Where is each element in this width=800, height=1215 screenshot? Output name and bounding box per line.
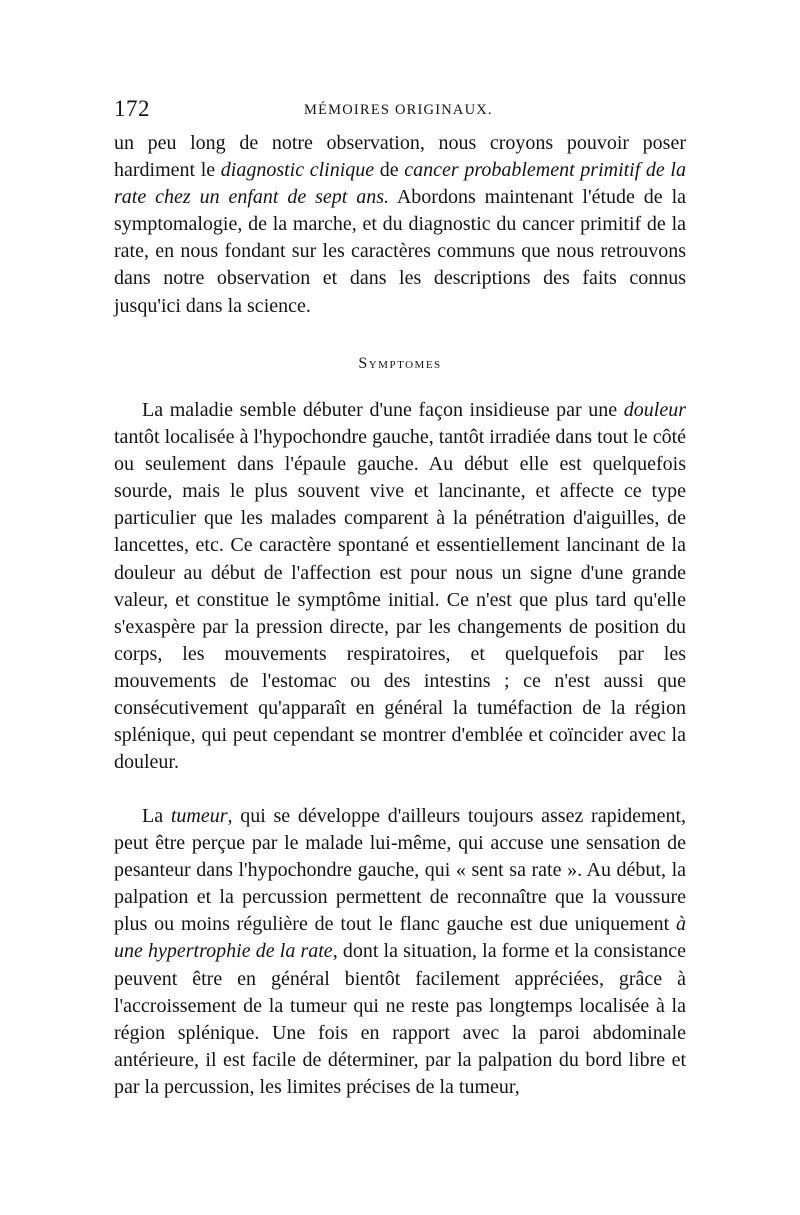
paragraph-tumeur-text-3: , dont la situation, la forme et la consistance peuvent être en général bientôt facilement appréciées, grâce à l'accroissement de la tumeur qui ne reste pas longtemps localisée à la région splénique. Une fois en rapport avec la paroi abdominale antérieure, il est facile de déterminer, par la palpation du bord libre et par la percussion, les limites précises de la tumeur,: [114, 940, 686, 1098]
running-title: MÉMOIRES ORIGINAUX.: [304, 102, 493, 118]
page-number: 172: [114, 96, 150, 121]
paragraph-intro: [114, 130, 686, 320]
paragraph-intro-italic-1: diagnostic clinique: [220, 159, 375, 182]
paragraph-tumeur: [114, 803, 686, 1101]
paragraph-intro-text-3: Abordons maintenant l'étude de la symptomalogie, de la marche, et du diagnostic du cancer primitif de la rate, en nous fondant sur les caractères communs que nous retrouvons dans notre observation et dans les descriptions des faits connus jusqu'ici dans la science.: [114, 186, 687, 317]
paragraph-intro-italic-2: cancer probablement primitif de la rate chez un enfant de sept ans.: [114, 159, 686, 209]
paragraph-tumeur-text-1: La: [142, 805, 171, 827]
paragraph-douleur-text-1: La maladie semble débuter d'une façon insidieuse par une: [142, 399, 624, 421]
paragraph-tumeur-text-2: , qui se développe d'ailleurs toujours assez rapidement, peut être perçue par le malade lui-même, qui accuse une sensation de pesanteur dans l'hypochondre gauche, qui « sent sa rate ». Au début, la palpation et la percussion permettent de reconnaître que la voussure plus ou moins régulière de tout le flanc gauche est due uniquement: [114, 805, 687, 936]
paragraph-tumeur-italic-2: à une hypertrophie de la rate: [114, 913, 686, 963]
paragraph-douleur-text-2: tantôt localisée à l'hypochondre gauche, tantôt irradiée dans tout le côté ou seulement dans l'épaule gauche. Au début elle est quelquefois sourde, mais le plus souvent vive et lancinante, et affecte ce type particulier que les malades comparent à la pénétration d'aiguilles, de lancettes, etc. Ce caractère spontané et essentiellement lancinant de la douleur au début de l'affection est pour nous un signe d'une grande valeur, et constitue le symptôme initial. Ce n'est que plus tard qu'elle s'exaspère par la pression directe, par les changements de position du corps, les mouvements respiratoires, et quelquefois par les mouvements de l'estomac ou des intestins ; ce n'est aussi que consécutivement qu'apparaît en général la tuméfaction de la région splénique, qui peut cependant se montrer d'emblée et coïncider avec la douleur.: [114, 426, 686, 774]
page-header: [114, 96, 686, 124]
paragraph-intro-text-2: de: [374, 159, 405, 182]
section-heading: Symptomes: [358, 355, 442, 372]
paragraph-douleur-italic-1: douleur: [623, 399, 686, 421]
paragraph-intro-text-1: un peu long de notre observation, nous croyons pouvoir poser hardiment le: [114, 132, 686, 182]
paragraph-douleur: [114, 397, 686, 776]
paragraph-tumeur-italic-1: tumeur: [170, 805, 228, 827]
